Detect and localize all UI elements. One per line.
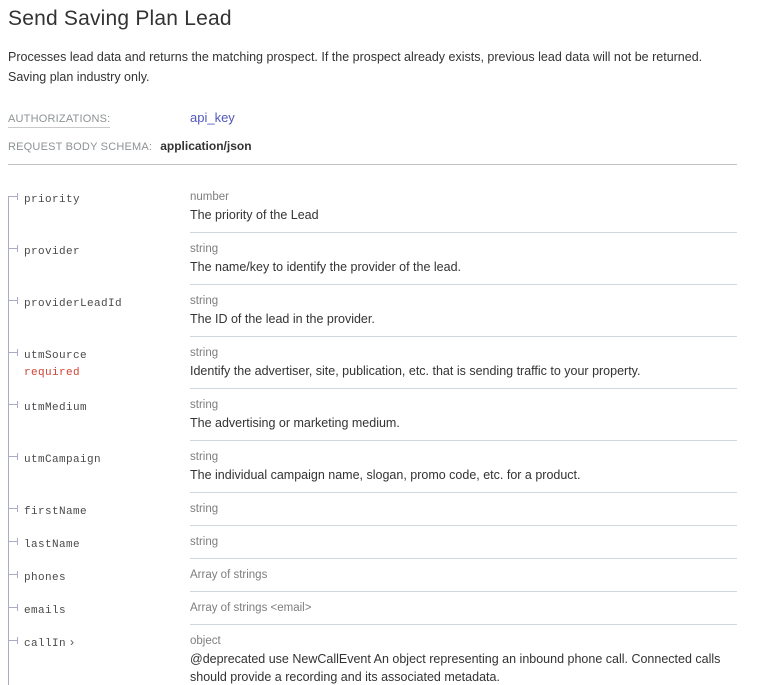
schema-rows — [8, 181, 737, 685]
field-type: string — [190, 243, 219, 255]
field-name — [24, 506, 87, 518]
field-name-text: lastName — [24, 539, 81, 551]
field-description: The name/key to identify the provider of the lead. — [190, 260, 461, 274]
field-name-text: utmCampaign — [24, 454, 102, 466]
field-name — [24, 350, 87, 362]
field-name-text: utmMedium — [24, 402, 88, 414]
field-name-cell — [8, 181, 190, 233]
field-name-cell — [8, 493, 190, 526]
field-name-cell — [8, 441, 190, 493]
schema-field-row — [8, 441, 737, 493]
field-name-cell — [8, 592, 190, 625]
field-detail-cell — [190, 441, 737, 493]
field-type: number — [190, 191, 229, 203]
field-name — [24, 246, 80, 258]
api-key-link[interactable]: api_key — [190, 110, 235, 125]
field-name-cell — [8, 285, 190, 337]
field-name-text: phones — [24, 572, 67, 584]
request-body-schema-label: REQUEST BODY SCHEMA: — [8, 141, 153, 153]
schema-field-row — [8, 625, 737, 685]
schema-field-row — [8, 526, 737, 559]
page-title: Send Saving Plan Lead — [8, 7, 232, 30]
field-type: string — [190, 347, 219, 359]
schema-field-row — [8, 592, 737, 625]
field-type: string — [190, 451, 219, 463]
field-name-text: utmSource — [24, 350, 88, 362]
field-description: The ID of the lead in the provider. — [190, 312, 375, 326]
field-description: @deprecated use NewCallEvent An object representing an inbound phone call. Connected calls should provide a recording and its associated metadata. — [190, 652, 721, 684]
field-name-text: provider — [24, 246, 81, 258]
request-body-mime-type: application/json — [160, 139, 252, 153]
schema-field-row — [8, 559, 737, 592]
field-detail-cell — [190, 526, 737, 559]
field-detail-cell — [190, 389, 737, 441]
authorizations-label: AUTHORIZATIONS: — [8, 113, 190, 125]
field-type: string — [190, 399, 219, 411]
field-description: Identify the advertiser, site, publication, etc. that is sending traffic to your property. — [190, 364, 641, 378]
field-detail-cell — [190, 493, 737, 526]
field-detail-cell — [190, 592, 737, 625]
field-description: The individual campaign name, slogan, promo code, etc. for a product. — [190, 468, 581, 482]
field-name-cell — [8, 526, 190, 559]
field-description: The priority of the Lead — [190, 208, 319, 222]
expand-chevron-icon[interactable]: › — [70, 635, 75, 649]
schema-field-row — [8, 181, 737, 233]
field-name-cell — [8, 625, 190, 685]
field-name — [24, 298, 122, 310]
field-detail-cell — [190, 233, 737, 285]
field-type: Array of strings — [190, 569, 268, 581]
schema-field-row — [8, 389, 737, 441]
field-type: Array of strings <email> — [190, 602, 312, 614]
field-detail-cell — [190, 625, 737, 685]
field-detail-cell — [190, 559, 737, 592]
field-type: string — [190, 536, 219, 548]
field-description: The advertising or marketing medium. — [190, 416, 400, 430]
required-badge: required — [24, 367, 81, 379]
schema-field-row — [8, 233, 737, 285]
field-name-cell — [8, 559, 190, 592]
field-name[interactable] — [24, 635, 75, 650]
field-name-text: callIn — [24, 638, 67, 650]
field-name-cell — [8, 233, 190, 285]
field-name-text: providerLeadId — [24, 298, 123, 310]
field-name-cell — [8, 337, 190, 389]
field-detail-cell — [190, 181, 737, 233]
field-type: string — [190, 503, 219, 515]
field-name-cell — [8, 389, 190, 441]
field-detail-cell — [190, 285, 737, 337]
schema-field-row — [8, 285, 737, 337]
schema-field-row — [8, 337, 737, 389]
request-body-schema-row — [8, 137, 737, 165]
authorizations-row — [8, 110, 737, 125]
schema-field-row — [8, 493, 737, 526]
schema-table — [8, 181, 737, 685]
field-name — [24, 572, 66, 584]
field-detail-cell — [190, 337, 737, 389]
field-name-text: emails — [24, 605, 67, 617]
field-name-text: firstName — [24, 506, 88, 518]
field-name — [24, 402, 87, 414]
field-name — [24, 194, 80, 206]
field-type: string — [190, 295, 219, 307]
field-name — [24, 454, 101, 466]
field-name-text: priority — [24, 194, 81, 206]
field-name — [24, 539, 80, 551]
field-type: object — [190, 635, 221, 647]
endpoint-description: Processes lead data and returns the matching prospect. If the prospect already exists, previous lead data will not be returned. Saving plan industry only. — [8, 50, 703, 84]
field-name — [24, 605, 66, 617]
